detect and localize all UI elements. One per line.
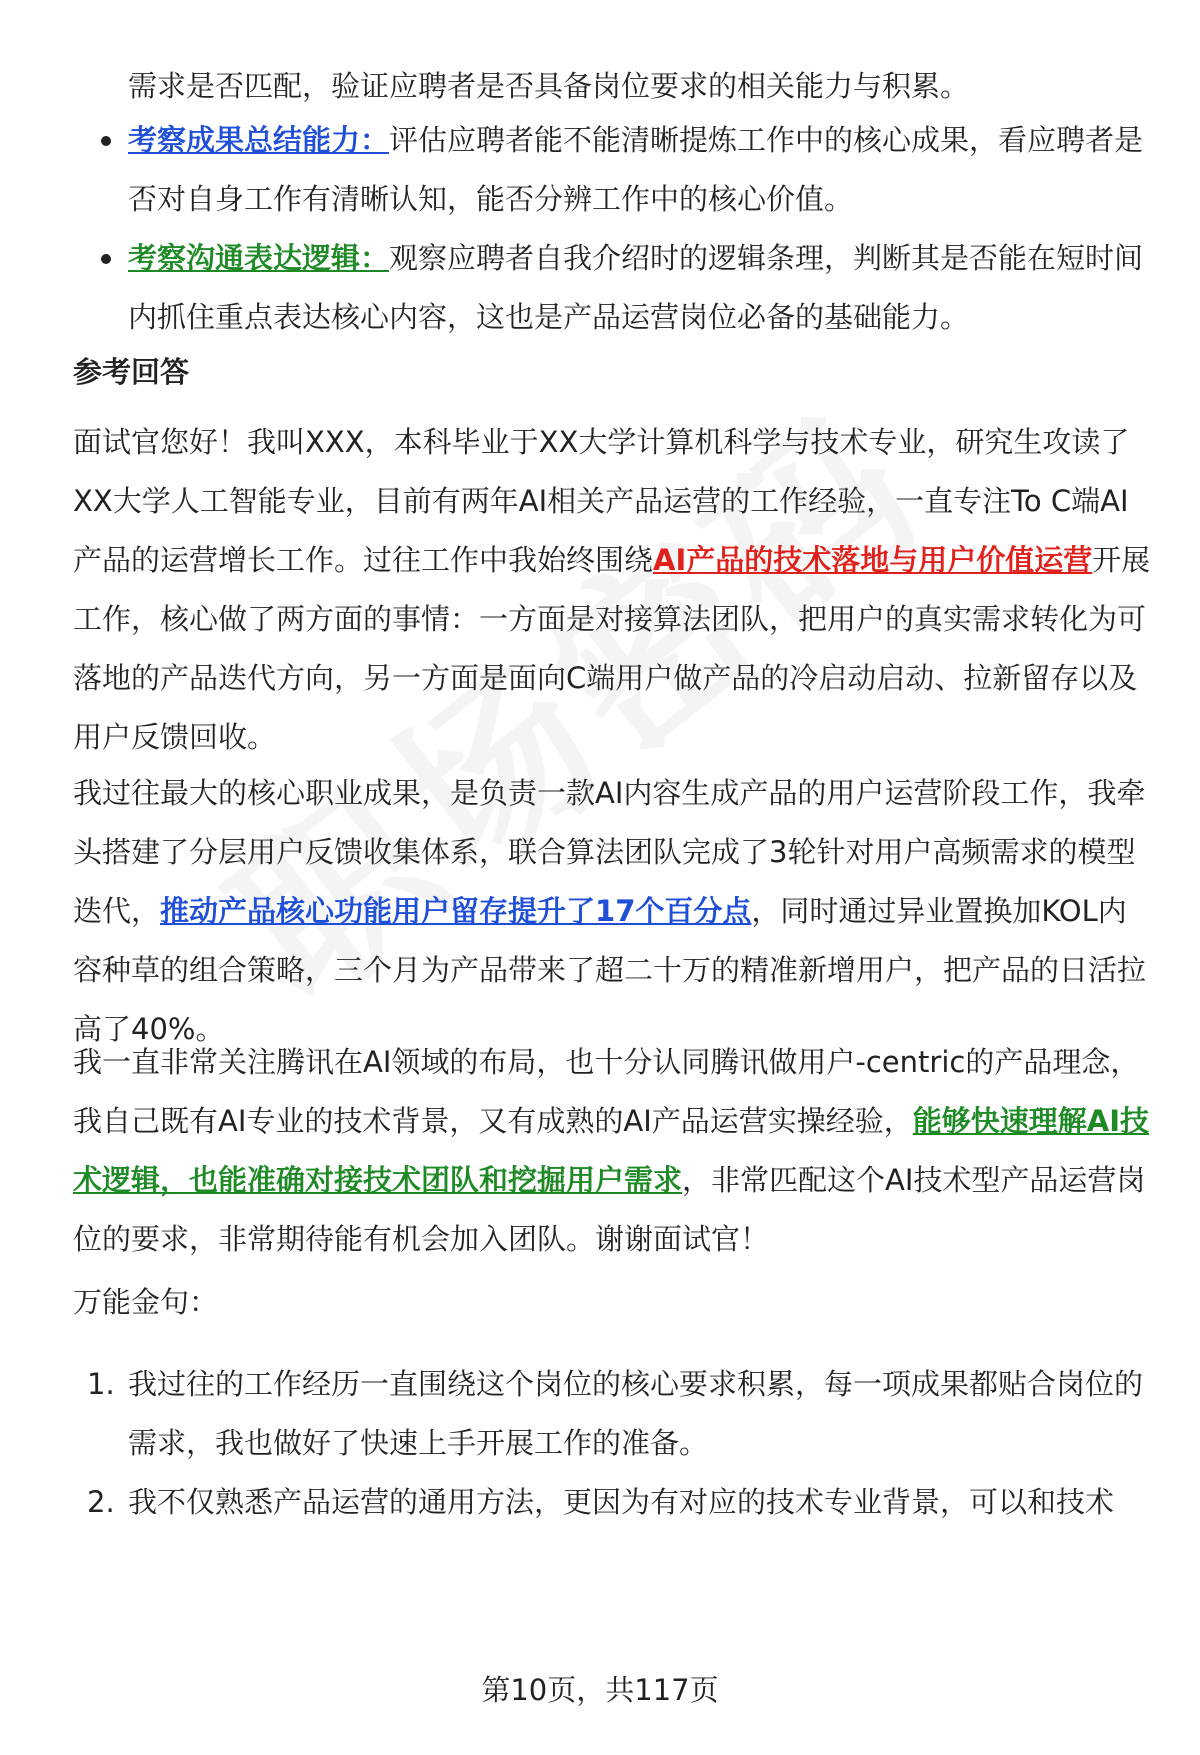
para2-text-after: ，同时通过异业置换加KOL内容种草的组合策略，三个月为产品带来了超二十万的精准新增用户，把产品的日活拉高了40%。 [73, 894, 1147, 1046]
bullet-label-communication: 考察沟通表达逻辑： [128, 241, 390, 275]
para3-highlight: 能够快速理解AI技术逻辑，也能准确对接技术团队和挖掘用户需求 [73, 1104, 1150, 1197]
answer-paragraph-3 [73, 1033, 1153, 1269]
bullet-label-summary: 考察成果总结能力： [128, 123, 390, 157]
bullet-text-summary: 评估应聘者能不能清晰提炼工作中的核心成果，看应聘者是否对自身工作有清晰认知，能否分辨工作中的核心价值。 [128, 123, 1144, 216]
section-title: 参考回答 [73, 355, 190, 389]
para1-highlight: AI产品的技术落地与用户价值运营 [653, 543, 1093, 577]
para1-text-before: 面试官您好！我叫XXX，本科毕业于XX大学计算机科学与技术专业，研究生攻读了XX大学人工智能专业，目前有两年AI相关产品运营的工作经验，一直专注To C端AI产品的运营增长工作。过往工作中我始终围绕 [73, 425, 1130, 577]
para2-text-before: 我过往最大的核心职业成果，是负责一款AI内容生成产品的用户运营阶段工作，我牵头搭建了分层用户反馈收集体系，联合算法团队完成了3轮针对用户高频需求的模型迭代， [73, 776, 1146, 928]
golden-sentences-title: 万能金句： [73, 1285, 219, 1319]
para1-text-after: 开展工作，核心做了两方面的事情：一方面是对接算法团队，把用户的真实需求转化为可落地的产品迭代方向，另一方面是面向C端用户做产品的冷启动启动、拉新留存以及用户反馈回收。 [73, 543, 1151, 754]
bullet-text-communication: 观察应聘者自我介绍时的逻辑条理，判断其是否能在短时间内抓住重点表达核心内容，这也是产品运营岗位必备的基础能力。 [128, 241, 1144, 334]
golden-item-1-text: 我过往的工作经历一直围绕这个岗位的核心要求积累，每一项成果都贴合岗位的需求，我也做好了快速上手开展工作的准备。 [128, 1367, 1144, 1460]
criteria-list [73, 111, 1153, 347]
answer-paragraph-2 [73, 764, 1153, 1059]
golden-item-2-text: 我不仅熟悉产品运营的通用方法，更因为有对应的技术专业背景，可以和技术 [128, 1485, 1115, 1519]
intro-continuation [73, 57, 1153, 116]
golden-sentences-list [73, 1355, 1153, 1532]
bullet-item-communication [73, 229, 1153, 347]
para2-highlight: 推动产品核心功能用户留存提升了17个百分点 [160, 894, 752, 928]
bullet-item-summary [73, 111, 1153, 229]
golden-item-2 [73, 1473, 1153, 1532]
intro-line: 需求是否匹配，验证应聘者是否具备岗位要求的相关能力与积累。 [128, 69, 970, 103]
golden-item-1-number: 1. [87, 1367, 115, 1401]
page-number-footer: 第10页，共117页 [481, 1673, 719, 1707]
para3-text-before: 我一直非常关注腾讯在AI领域的布局，也十分认同腾讯做用户-centric的产品理念，我自己既有AI专业的技术背景，又有成熟的AI产品运营实操经验， [73, 1045, 1140, 1138]
golden-item-2-number: 2. [87, 1485, 115, 1519]
golden-item-1 [73, 1355, 1153, 1473]
para3-text-after: ，非常匹配这个AI技术型产品运营岗位的要求，非常期待能有机会加入团队。谢谢面试官！ [73, 1163, 1146, 1256]
answer-paragraph-1 [73, 413, 1153, 767]
